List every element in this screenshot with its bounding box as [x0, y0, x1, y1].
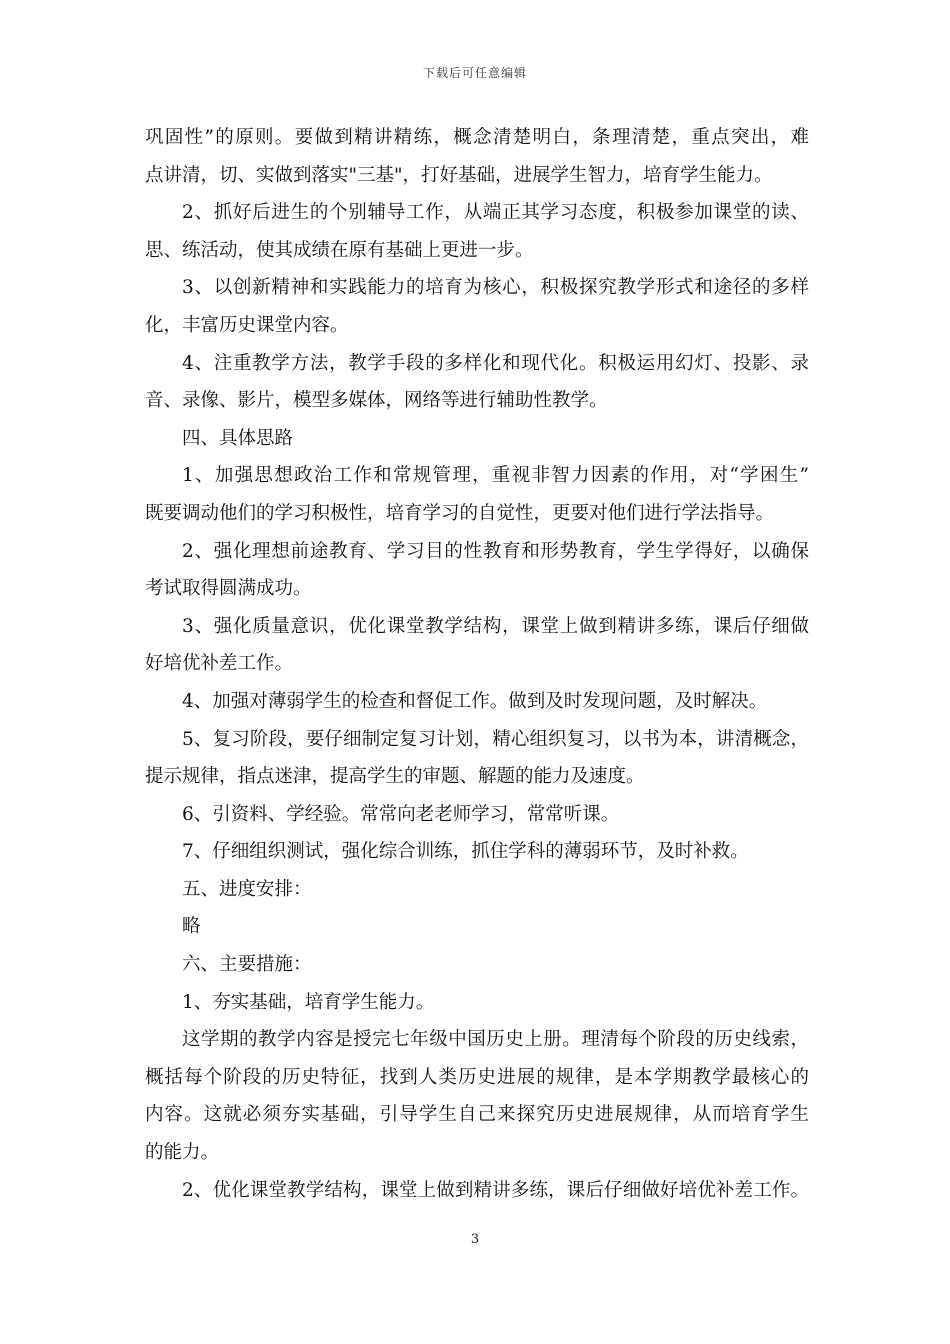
text-line: 六、主要措施： — [182, 954, 312, 976]
text-line: 提示规律，指点迷津，提高学生的审题、解题的能力及速度。 — [145, 766, 645, 788]
text-line: 1、加强思想政治工作和常规管理，重视非智力因素的作用，对“学困生” — [182, 465, 809, 487]
text-line: 五、进度安排： — [182, 878, 312, 900]
text-line: 2、优化课堂教学结构，课堂上做到精讲多练，课后仔细做好培优补差工作。 — [182, 1179, 809, 1201]
text-line: 略 — [182, 916, 201, 938]
text-line: 4、注重教学方法，教学手段的多样化和现代化。积极运用幻灯、投影、录 — [182, 352, 809, 374]
text-line: 音、录像、影片，模型多媒体，网络等进行辅助性教学。 — [145, 390, 608, 412]
text-line: 6、引资料、学经验。常常向老老师学习，常常听课。 — [182, 803, 620, 825]
page-header: 下载后可任意编辑 — [422, 66, 527, 80]
text-line: 考试取得圆满成功。 — [145, 578, 312, 600]
page-number: 3 — [470, 1232, 480, 1247]
text-line: 既要调动他们的学习积极性，培育学习的自觉性，更要对他们进行学法指导。 — [145, 502, 775, 524]
text-line: 7、仔细组织测试，强化综合训练，抓住学科的薄弱环节，及时补救。 — [182, 841, 749, 863]
text-line: 巩固性”的原则。要做到精讲精练，概念清楚明白，条理清楚，重点突出，难 — [145, 127, 809, 148]
text-line: 内容。这就必须夯实基础，引导学生自己来探究历史进展规律，从而培育学生 — [145, 1104, 809, 1126]
text-line: 2、强化理想前途教育、学习目的性教育和形势教育，学生学得好，以确保 — [182, 540, 809, 562]
text-line: 概括每个阶段的历史特征，找到人类历史进展的规律，是本学期教学最核心的 — [145, 1066, 809, 1088]
text-line: 思、练活动，使其成绩在原有基础上更进一步。 — [145, 239, 534, 261]
text-line: 1、夯实基础，培育学生能力。 — [182, 991, 435, 1013]
text-line: 3、强化质量意识，优化课堂教学结构，课堂上做到精讲多练，课后仔细做 — [182, 615, 809, 637]
text-line: 3、以创新精神和实践能力的培育为核心，积极探究教学形式和途径的多样 — [182, 277, 809, 299]
text-line: 4、加强对薄弱学生的检查和督促工作。做到及时发现问题，及时解决。 — [182, 690, 768, 712]
text-line: 2、抓好后进生的个别辅导工作，从端正其学习态度，积极参加课堂的读、 — [182, 202, 809, 224]
text-line: 的能力。 — [145, 1142, 220, 1164]
text-line: 点讲清，切、实做到落实"三基"，打好基础，进展学生智力，培育学生能力。 — [145, 164, 773, 186]
text-line: 化，丰富历史课堂内容。 — [145, 314, 349, 336]
text-line: 四、具体思路 — [182, 427, 294, 449]
text-line: 5、复习阶段，要仔细制定复习计划，精心组织复习，以书为本，讲清概念， — [182, 728, 809, 750]
text-line: 好培优补差工作。 — [145, 653, 294, 675]
text-line: 这学期的教学内容是授完七年级中国历史上册。理清每个阶段的历史线索， — [182, 1029, 809, 1051]
document-body — [145, 119, 809, 1209]
